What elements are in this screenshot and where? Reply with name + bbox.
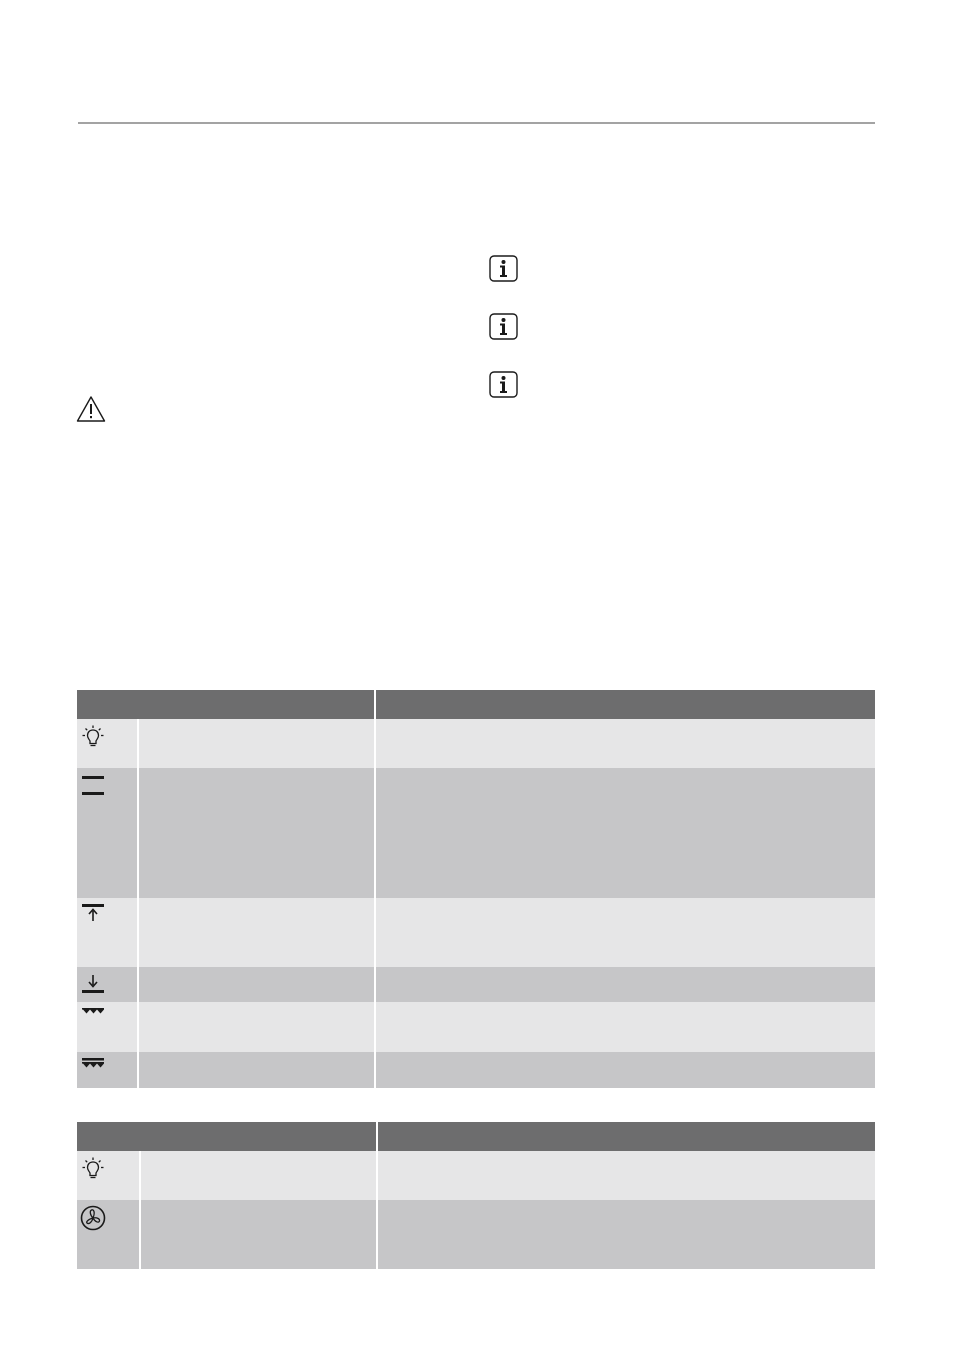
info-icon [489,255,518,282]
fast-grill-icon [82,1057,106,1071]
table-row [77,719,875,768]
table-row [77,1151,875,1200]
top-bottom-heat-icon [82,776,106,798]
fan-icon [80,1205,106,1231]
info-icon [489,313,518,340]
table-header [77,690,875,719]
info-icon [489,371,518,398]
table-row [77,898,875,967]
column-divider [137,719,139,1088]
table-row [77,967,875,1002]
top-heat-icon [82,904,106,924]
table-header [77,1122,875,1151]
table-row [77,1052,875,1088]
header-rule [78,122,875,124]
table-row [77,768,875,898]
bottom-heat-icon [82,974,106,996]
column-divider [139,1151,141,1269]
column-divider [376,1122,378,1269]
oven-functions-table [77,690,875,1088]
oven-functions-table-2 [77,1122,875,1269]
table-row [77,1200,875,1269]
oven-light-icon [82,1157,104,1181]
warning-triangle-icon [76,395,106,423]
grill-icon [82,1007,106,1017]
table-row [77,1002,875,1052]
oven-light-icon [82,725,104,749]
column-divider [374,690,376,1088]
